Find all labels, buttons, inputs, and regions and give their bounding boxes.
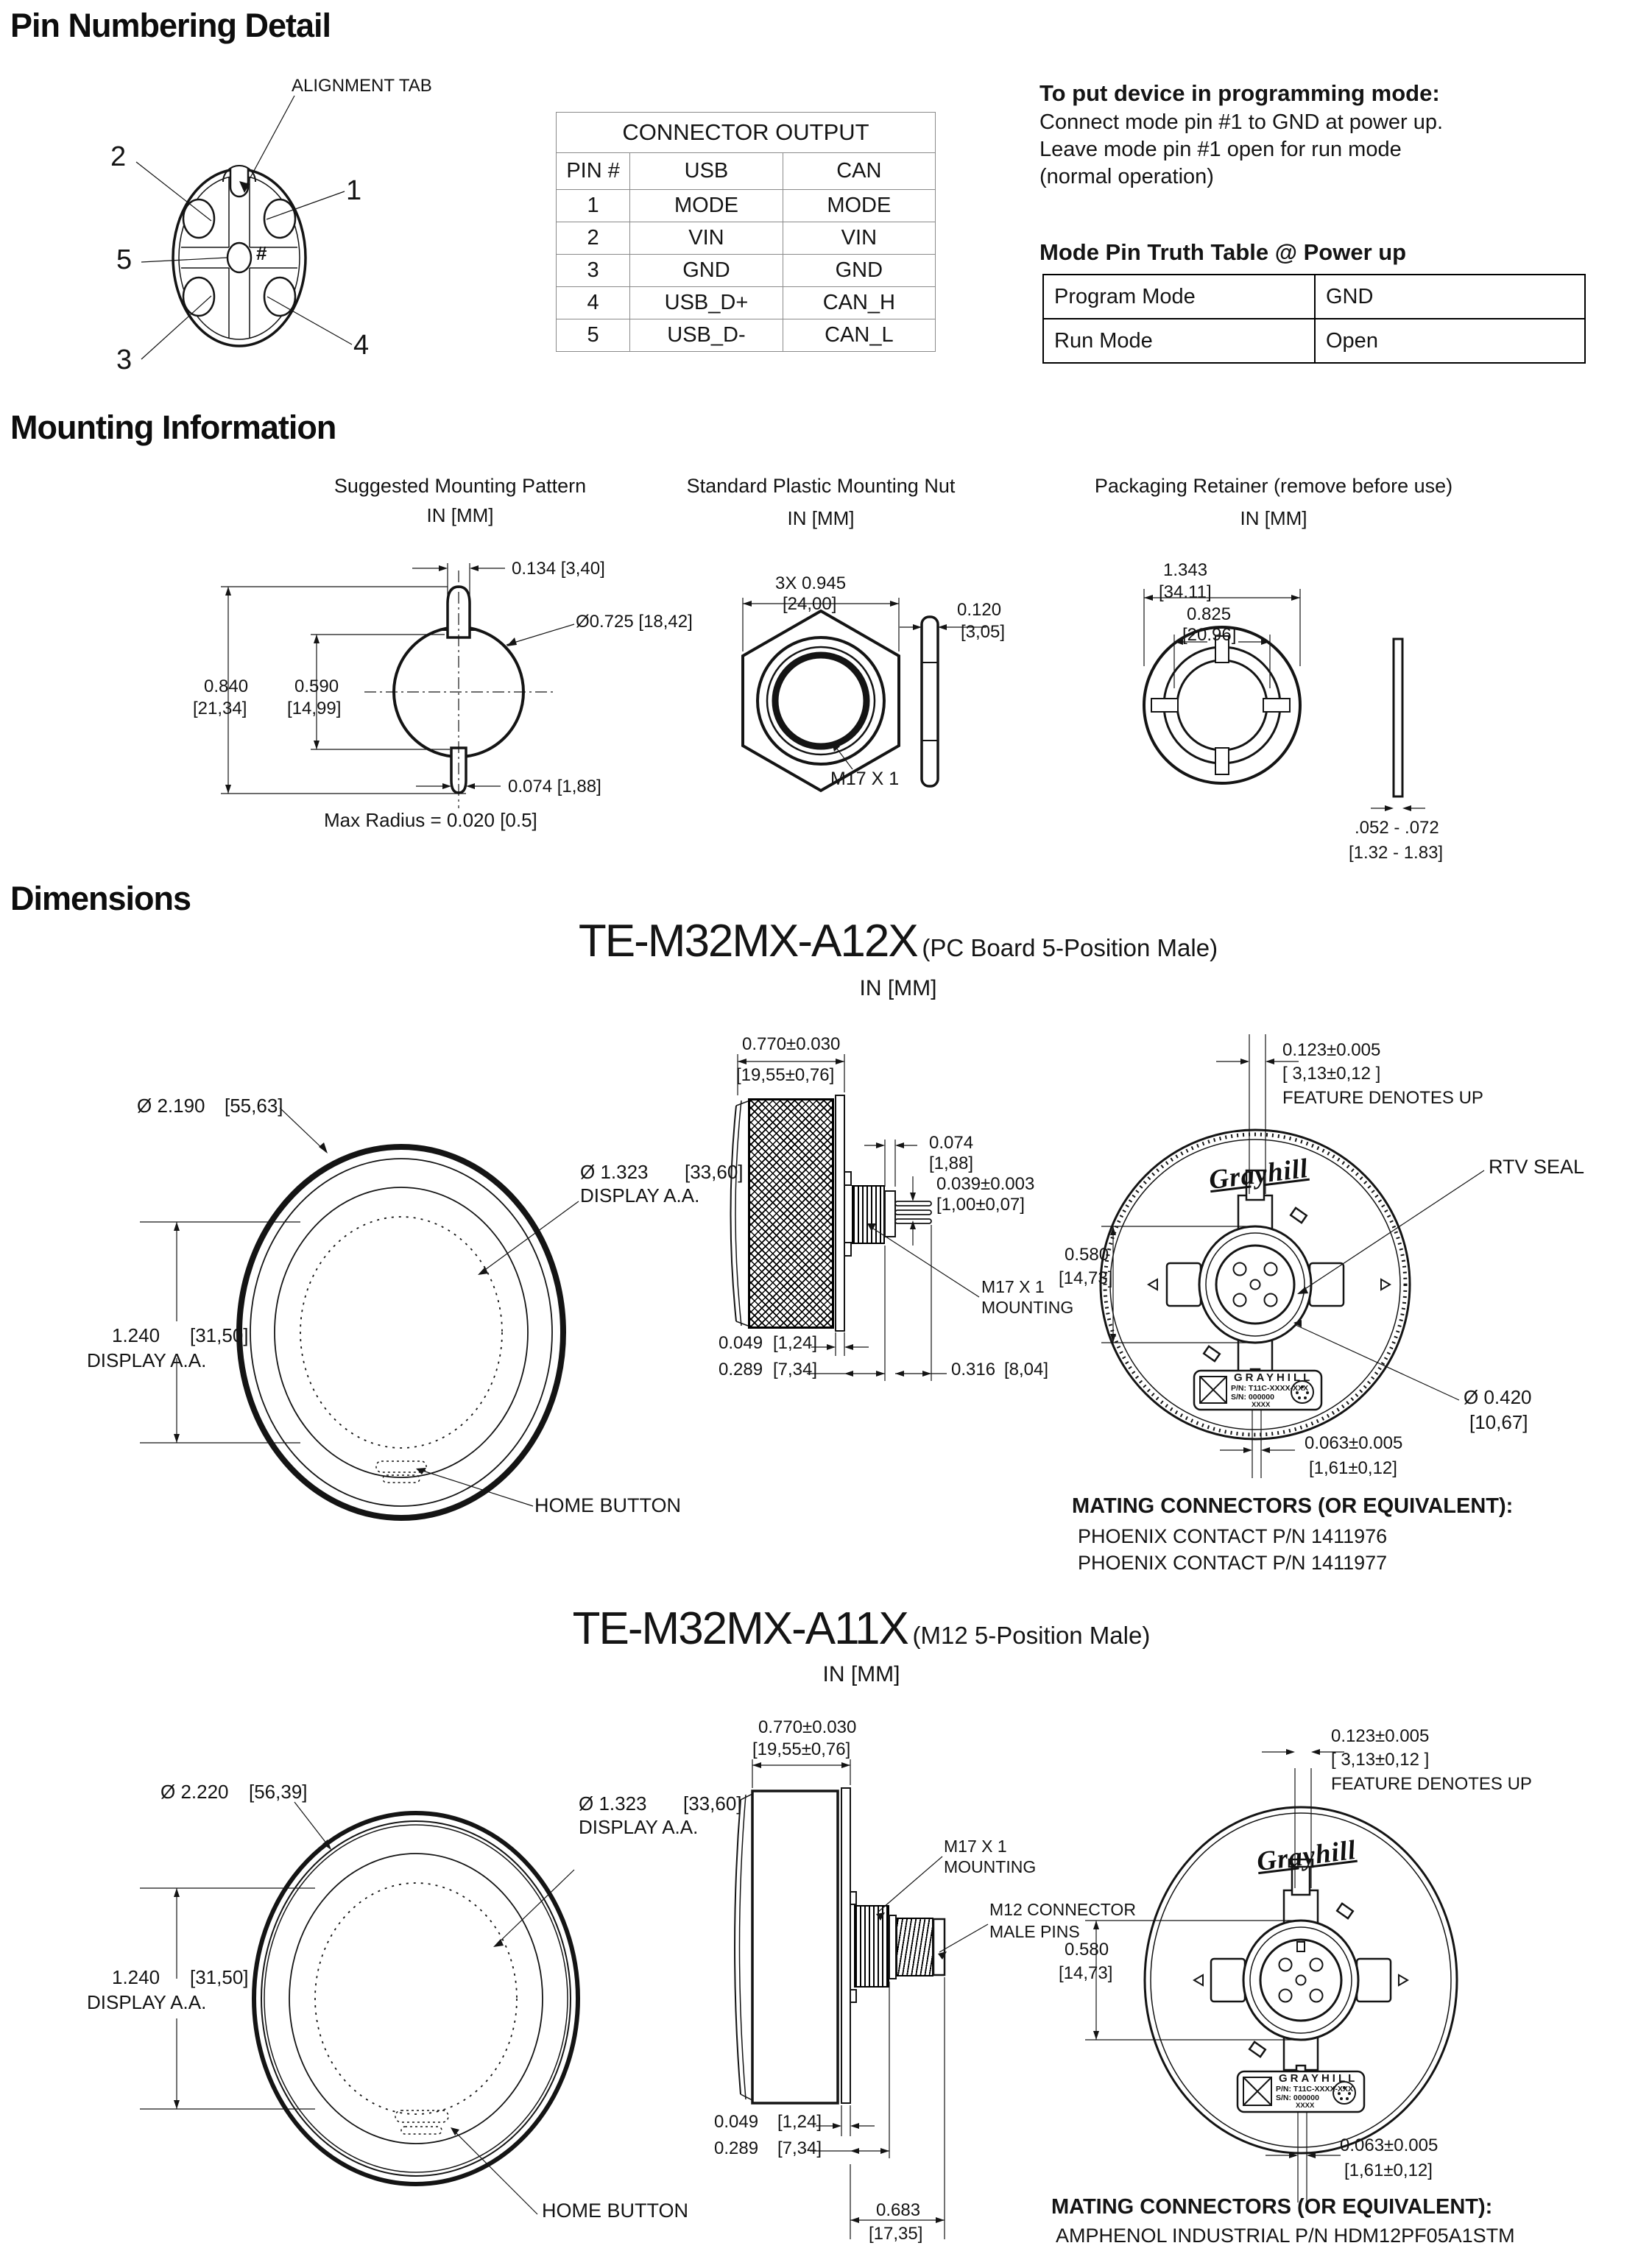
a11x-dim-od: Ø 2.220	[160, 1781, 229, 1803]
grayhill-logo: Grayhill	[1207, 1153, 1310, 1196]
a12x-dim-pin: 0.039±0.003	[936, 1174, 1035, 1194]
dim-overall-in: 0.840	[204, 676, 249, 696]
a11x-home-button-label: HOME BUTTON	[542, 2200, 689, 2222]
a11x-mating-line1: AMPHENOL INDUSTRIAL P/N HDM12PF05A1STM	[1056, 2225, 1515, 2247]
table-row	[557, 190, 936, 222]
a12x-dim-conn-dia: Ø 0.420	[1464, 1386, 1532, 1408]
a11x-dim-m12-len-mm: [17,35]	[869, 2224, 923, 2244]
cell: USB_D-	[630, 319, 783, 352]
a11x-dim-display-dia: Ø 1.323	[579, 1792, 647, 1815]
a12x-thread-label1: M17 X 1	[981, 1277, 1045, 1296]
pin-label-5: 5	[116, 244, 133, 275]
cell: Open	[1315, 319, 1585, 363]
section-title-pin-numbering: Pin Numbering Detail	[10, 7, 331, 44]
a11x-dim-bezel-mm: [1,24]	[777, 2112, 822, 2132]
cell: 1	[557, 190, 630, 222]
a11x-dim-back: 0.289	[714, 2138, 759, 2158]
dim-retainer-thickness-mm: [1.32 - 1.83]	[1349, 843, 1444, 863]
cell: CAN_H	[783, 287, 935, 319]
cell: CAN_L	[783, 319, 935, 352]
a11x-dim-key-mm: [ 3,13±0,12 ]	[1331, 1750, 1430, 1770]
a11x-display-aa-label: DISPLAY A.A.	[579, 1816, 699, 1838]
a11x-dim-key: 0.123±0.005	[1331, 1726, 1430, 1746]
a11x-dim-display-h-mm: [31,50]	[190, 1966, 249, 1988]
table-row	[557, 287, 936, 319]
a12x-label-xxxx: XXXX	[1252, 1401, 1271, 1409]
a12x-rtv-seal-label: RTV SEAL	[1489, 1156, 1585, 1178]
retainer-units: IN [MM]	[1240, 507, 1307, 529]
a12x-dim-pins-len-mm: [8,04]	[1004, 1360, 1049, 1379]
nut-title: Standard Plastic Mounting Nut	[686, 475, 956, 497]
connector-table-title: CONNECTOR OUTPUT	[557, 113, 936, 153]
retainer-title: Packaging Retainer (remove before use)	[1094, 475, 1453, 497]
dim-retainer-thickness-in: .052 - .072	[1355, 818, 1439, 838]
cell: VIN	[630, 222, 783, 255]
section-title-mounting: Mounting Information	[10, 409, 336, 446]
a12x-dim-key: 0.123±0.005	[1282, 1040, 1381, 1060]
a12x-dim-key2: 0.063±0.005	[1305, 1433, 1403, 1453]
cell: GND	[783, 255, 935, 287]
a12x-home-button-label: HOME BUTTON	[534, 1494, 682, 1516]
a12x-dim-key-mm: [ 3,13±0,12 ]	[1282, 1064, 1381, 1084]
cell: 4	[557, 287, 630, 319]
a11x-dim-conn-h-mm: [14,73]	[1059, 1963, 1113, 1983]
cell: VIN	[783, 222, 935, 255]
a11x-dim-od-mm: [56,39]	[249, 1781, 308, 1803]
nut-thread-label: M17 X 1	[830, 769, 900, 789]
a11x-dim-display-h: 1.240	[112, 1966, 160, 1988]
a11x-thread-label2: MOUNTING	[944, 1857, 1037, 1876]
col-header-can: CAN	[783, 153, 935, 190]
dim-inner-in: 0.590	[294, 676, 339, 696]
a12x-dim-pin-mm: [1,00±0,07]	[936, 1195, 1025, 1215]
a12x-dim-conn-h-mm: [14,73]	[1059, 1268, 1113, 1288]
cell: 5	[557, 319, 630, 352]
a11x-mating-title: MATING CONNECTORS (OR EQUIVALENT):	[1051, 2195, 1493, 2219]
a11x-label-xxxx: XXXX	[1296, 2102, 1315, 2110]
dim-pattern-diameter: Ø0.725 [18,42]	[576, 612, 693, 632]
table-row	[557, 319, 936, 352]
programming-note-line2: Leave mode pin #1 open for run mode	[1039, 138, 1402, 161]
a12x-dim-bezel: 0.049	[719, 1333, 763, 1353]
nut-units: IN [MM]	[787, 507, 855, 529]
pin-label-1: 1	[346, 175, 362, 206]
max-radius-note: Max Radius = 0.020 [0.5]	[324, 809, 537, 831]
a12x-dim-display-h: 1.240	[112, 1324, 160, 1346]
col-header-pin: PIN #	[557, 153, 630, 190]
cell: Run Mode	[1043, 319, 1315, 363]
pattern-units: IN [MM]	[426, 504, 494, 526]
a12x-dim-od: Ø 2.190	[137, 1095, 205, 1117]
dim-nut-thickness-mm: [3,05]	[961, 622, 1006, 642]
truth-table-title: Mode Pin Truth Table @ Power up	[1039, 239, 1407, 265]
cell: MODE	[783, 190, 935, 222]
cell: MODE	[630, 190, 783, 222]
cell: GND	[630, 255, 783, 287]
a12x-mating-line1: PHOENIX CONTACT P/N 1411976	[1078, 1525, 1388, 1547]
a12x-label-pn: P/N: T11C-XXXX-XXX	[1231, 1384, 1309, 1393]
a11x-display-aa-label2: DISPLAY A.A.	[87, 1991, 207, 2013]
table-row	[1043, 275, 1585, 319]
a11x-dim-m12-len: 0.683	[876, 2200, 921, 2220]
table-row	[557, 255, 936, 287]
pin-label-4: 4	[353, 330, 370, 361]
dim-tab-width: 0.134 [3,40]	[512, 559, 605, 579]
programming-note-line3: (normal operation)	[1039, 165, 1214, 188]
a12x-dim-back-mm: [7,34]	[773, 1360, 818, 1379]
pin-label-3: 3	[116, 345, 133, 375]
section-title-dimensions: Dimensions	[10, 880, 191, 917]
cell: USB_D+	[630, 287, 783, 319]
a12x-dim-od-mm: [55,63]	[225, 1095, 283, 1117]
cell: 3	[557, 255, 630, 287]
a12x-dim-pins-len: 0.316	[951, 1360, 996, 1379]
a11x-dim-bezel: 0.049	[714, 2112, 759, 2132]
a11x-label-sn: S/N: 000000	[1276, 2094, 1319, 2102]
a11x-thread-label1: M17 X 1	[944, 1837, 1007, 1856]
dim-retainer-od-mm: [34.11]	[1159, 582, 1212, 602]
a12x-dim-conn-dia-mm: [10,67]	[1469, 1411, 1528, 1433]
cell: Program Mode	[1043, 275, 1315, 319]
dim-overall-mm: [21,34]	[193, 699, 247, 718]
a12x-subtitle: (PC Board 5-Position Male)	[922, 934, 1218, 961]
alignment-tab-label: ALIGNMENT TAB	[292, 76, 432, 96]
pin-label-2: 2	[110, 141, 127, 172]
a11x-dim-conn-h: 0.580	[1065, 1940, 1109, 1960]
mode-pin-truth-table	[1042, 274, 1586, 364]
a11x-label-brand: GRAYHILL	[1279, 2072, 1358, 2085]
a12x-thread-label2: MOUNTING	[981, 1298, 1074, 1317]
a12x-display-aa-label: DISPLAY A.A.	[580, 1184, 700, 1207]
connector-output-table	[556, 112, 936, 352]
a12x-dim-depth-mm: [19,55±0,76]	[736, 1065, 835, 1085]
pattern-title: Suggested Mounting Pattern	[333, 475, 587, 497]
a12x-label-brand: GRAYHILL	[1234, 1371, 1313, 1384]
a11x-title	[110, 1603, 1612, 1654]
dim-inner-mm: [14,99]	[287, 699, 342, 718]
a12x-dim-conn-h: 0.580	[1065, 1245, 1109, 1265]
a12x-dim-depth: 0.770±0.030	[742, 1034, 841, 1054]
a11x-dim-display-dia-mm: [33,60]	[683, 1792, 742, 1815]
table-row	[1043, 319, 1585, 363]
a12x-dim-step-mm: [1,88]	[929, 1154, 974, 1173]
dim-retainer-id-mm: [20.96]	[1182, 625, 1237, 645]
a11x-dim-key2: 0.063±0.005	[1340, 2135, 1439, 2155]
a11x-dim-depth: 0.770±0.030	[758, 1717, 857, 1737]
col-header-usb: USB	[630, 153, 783, 190]
a12x-dim-display-h-mm: [31,50]	[190, 1324, 249, 1346]
table-row	[557, 222, 936, 255]
a12x-dim-step: 0.074	[929, 1133, 974, 1153]
cell: GND	[1315, 275, 1585, 319]
a11x-label-pn: P/N: T11C-XXXX-XXX	[1276, 2085, 1354, 2094]
a12x-dim-display-dia-mm: [33,60]	[685, 1161, 744, 1183]
cell: 2	[557, 222, 630, 255]
dim-flats-in: 3X 0.945	[775, 573, 847, 593]
a12x-units: IN [MM]	[859, 976, 937, 1000]
a11x-dim-back-mm: [7,34]	[777, 2138, 822, 2158]
a12x-dim-key2-mm: [1,61±0,12]	[1309, 1458, 1397, 1478]
a12x-dim-back: 0.289	[719, 1360, 763, 1379]
programming-note-line1: Connect mode pin #1 to GND at power up.	[1039, 110, 1444, 134]
dim-retainer-od-in: 1.343	[1163, 560, 1208, 580]
a12x-label-sn: S/N: 000000	[1231, 1393, 1274, 1402]
a12x-display-aa-label2: DISPLAY A.A.	[87, 1349, 207, 1371]
dim-retainer-id-in: 0.825	[1187, 604, 1232, 624]
dim-slot-width: 0.074 [1,88]	[508, 777, 601, 796]
dim-flats-mm: [24,00]	[783, 594, 837, 614]
a11x-feature-note: FEATURE DENOTES UP	[1331, 1774, 1532, 1794]
a11x-m12-label2: MALE PINS	[989, 1922, 1080, 1941]
a12x-mating-line2: PHOENIX CONTACT P/N 1411977	[1078, 1552, 1388, 1574]
a12x-model: TE-M32MX-A12X	[578, 916, 917, 967]
programming-note-title: To put device in programming mode:	[1039, 80, 1440, 106]
a11x-m12-label1: M12 CONNECTOR	[989, 1900, 1136, 1919]
a11x-subtitle: (M12 5-Position Male)	[912, 1622, 1151, 1649]
a12x-dim-display-dia: Ø 1.323	[580, 1161, 649, 1183]
polarity-mark: #	[256, 242, 267, 264]
a11x-dim-depth-mm: [19,55±0,76]	[752, 1739, 851, 1759]
a11x-model: TE-M32MX-A11X	[572, 1603, 908, 1654]
a12x-title	[147, 916, 1649, 967]
a12x-dim-bezel-mm: [1,24]	[773, 1333, 818, 1353]
a12x-mating-title: MATING CONNECTORS (OR EQUIVALENT):	[1072, 1494, 1514, 1518]
a12x-feature-note: FEATURE DENOTES UP	[1282, 1088, 1483, 1108]
grayhill-logo: Grayhill	[1255, 1834, 1358, 1878]
a11x-units: IN [MM]	[822, 1662, 900, 1686]
dim-nut-thickness-in: 0.120	[957, 600, 1002, 620]
a11x-dim-key2-mm: [1,61±0,12]	[1344, 2161, 1433, 2180]
